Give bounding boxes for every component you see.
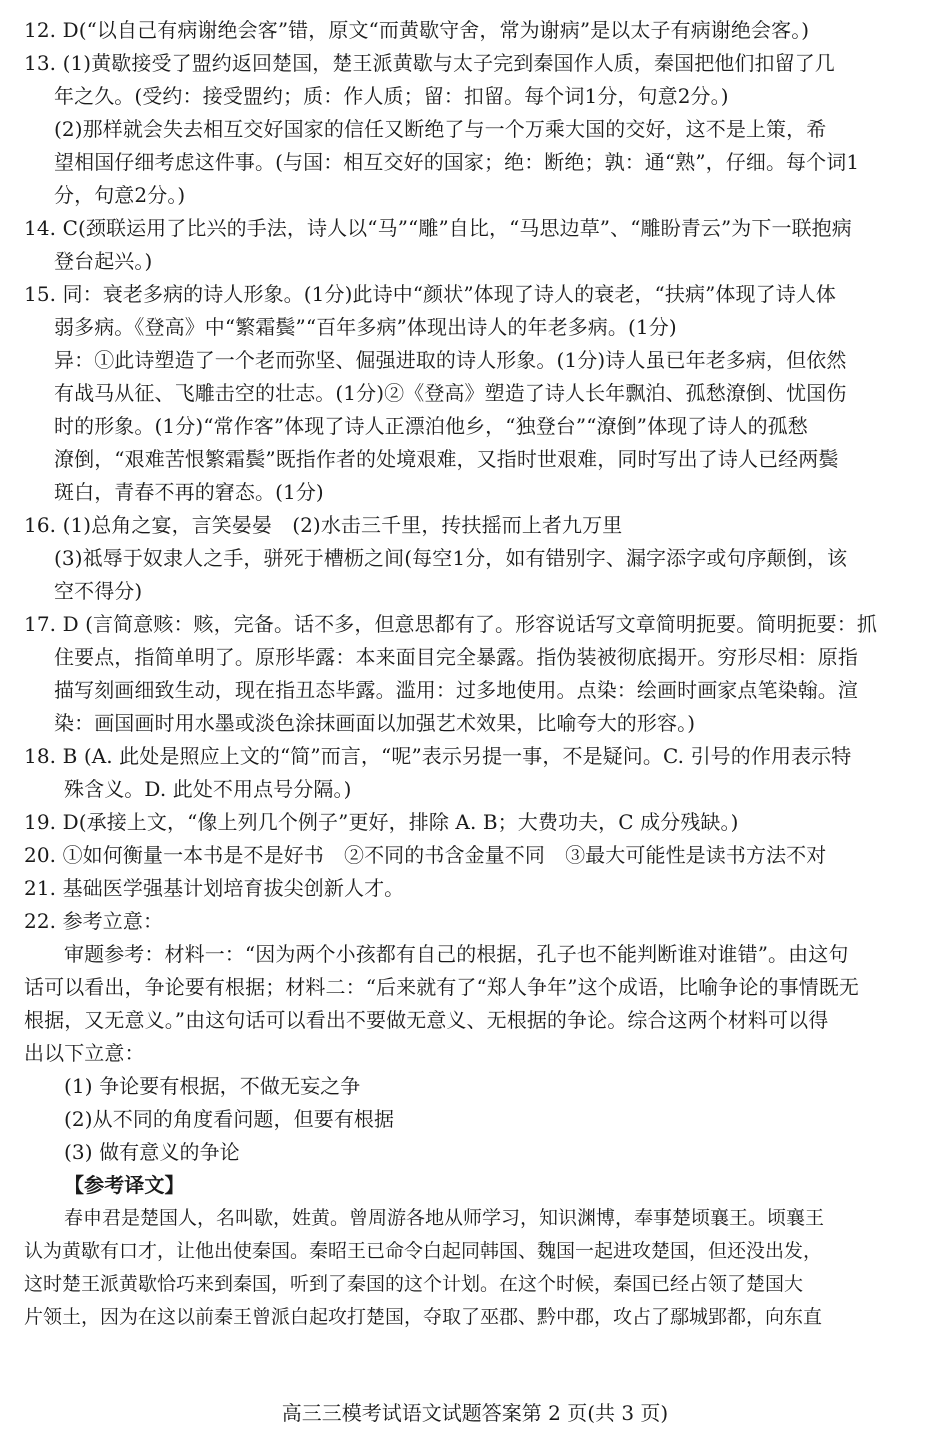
text-line: 分，句意2分。)	[54, 183, 186, 207]
text-line: (3)祗辱于奴隶人之手，骈死于槽枥之间(每空1分，如有错别字、漏字添字或句序颠倒，该	[54, 546, 848, 570]
answer-12	[24, 14, 926, 47]
text-line: 弱多病。《登高》中“繁霜鬓”“百年多病”体现出诗人的年老多病。(1分)	[54, 315, 677, 339]
answer-17	[24, 608, 926, 740]
answer-13	[24, 47, 926, 212]
text-line: 12. D(“以自己有病谢绝会客”错，原文“而黄歇守舍，常为谢病”是以太子有病谢绝会客。)	[24, 18, 810, 42]
text-line: 18. B (A. 此处是照应上文的“简”而言，“呢”表示另提一事，不是疑问。C. 引号的作用表示特	[24, 744, 852, 768]
text-line: 潦倒，“艰难苦恨繁霜鬓”既指作者的处境艰难，又指时世艰难，同时写出了诗人已经两鬓	[54, 447, 839, 471]
text-line: 17. D (言简意赅：赅，完备。话不多，但意思都有了。形容说话写文章简明扼要。简明扼要：抓	[24, 612, 877, 636]
answer-21	[24, 872, 926, 905]
text-line: 春申君是楚国人，名叫歇，姓黄。曾周游各地从师学习，知识渊博，奉事楚顷襄王。顷襄王	[64, 1207, 825, 1229]
text-line: 15. 同：衰老多病的诗人形象。(1分)此诗中“颜状”体现了诗人的衰老，“扶病”体现了诗人体	[24, 282, 836, 306]
text-line: 片领土，因为在这以前秦王曾派白起攻打楚国，夺取了巫郡、黔中郡，攻占了鄢城郢都，向东直	[24, 1306, 823, 1328]
text-line: 殊含义。D. 此处不用点号分隔。)	[64, 777, 352, 801]
text-line: 描写刻画细致生动，现在指丑态毕露。滥用：过多地使用。点染：绘画时画家点笔染翰。渲	[54, 678, 858, 702]
text-line: 16. (1)总角之宴，言笑晏晏 (2)水击三千里，抟扶摇而上者九万里	[24, 513, 623, 537]
text-line: 有战马从征、飞雕击空的壮志。(1分)②《登高》塑造了诗人长年飘泊、孤愁潦倒、忧国伤	[54, 381, 847, 405]
answer-19	[24, 806, 926, 839]
text-line: 14. C(颈联运用了比兴的手法，诗人以“马”“雕”自比，“马思边草”、“雕盼青云”为下一联抱病	[24, 216, 852, 240]
text-line: 望相国仔细考虑这件事。(与国：相互交好的国家；绝：断绝；孰：通“熟”，仔细。每个词1	[54, 150, 860, 174]
answer-15	[24, 278, 926, 509]
answer-16	[24, 509, 926, 608]
text-line: 19. D(承接上文，“像上列几个例子”更好，排除 A. B；大费功夫，C 成分残缺。)	[24, 810, 739, 834]
text-line: 13. (1)黄歇接受了盟约返回楚国，楚王派黄歇与太子完到秦国作人质，秦国把他们扣留了几	[24, 51, 835, 75]
translation-heading: 【参考译文】	[64, 1173, 185, 1197]
text-line: 染：画国画时用水墨或淡色涂抹画面以加强艺术效果，比喻夸大的形容。)	[54, 711, 696, 735]
text-line: 22. 参考立意：	[24, 909, 164, 933]
text-line: (1) 争论要有根据，不做无妄之争	[64, 1074, 361, 1098]
text-line: 根据，又无意义。”由这句话可以看出不要做无意义、无根据的争论。综合这两个材料可以得	[24, 1008, 829, 1032]
text-line: 登台起兴。)	[54, 249, 153, 273]
answer-14	[24, 212, 926, 278]
text-line: (3) 做有意义的争论	[64, 1140, 240, 1164]
text-line: 异：①此诗塑造了一个老而弥坚、倔强进取的诗人形象。(1分)诗人虽已年老多病，但依然	[54, 348, 847, 372]
text-line: 话可以看出，争论要有根据；材料二：“后来就有了“郑人争年”这个成语，比喻争论的事情既无	[24, 975, 859, 999]
text-line: (2)那样就会失去相互交好国家的信任又断绝了与一个万乘大国的交好，这不是上策，希	[54, 117, 827, 141]
text-line: 年之久。(受约：接受盟约；质：作人质；留：扣留。每个词1分，句意2分。)	[54, 84, 729, 108]
reference-translation	[24, 1169, 926, 1334]
text-line: 认为黄歇有口才，让他出使秦国。秦昭王已命令白起同韩国、魏国一起进攻楚国，但还没出发，	[24, 1240, 823, 1262]
text-line: 21. 基础医学强基计划培育拔尖创新人才。	[24, 876, 405, 900]
page-footer: 高三三模考试语文试题答案第 2 页(共 3 页)	[281, 1401, 669, 1425]
text-line: (2)从不同的角度看问题，但要有根据	[64, 1107, 395, 1131]
text-line: 这时楚王派黄歇恰巧来到秦国，听到了秦国的这个计划。在这个时候，秦国已经占领了楚国大	[24, 1273, 804, 1295]
text-line: 住要点，指简单明了。原形毕露：本来面目完全暴露。指伪装被彻底揭开。穷形尽相：原指	[54, 645, 858, 669]
answer-22	[24, 905, 926, 1169]
text-line: 出以下立意：	[24, 1041, 145, 1065]
text-line: 时的形象。(1分)“常作客”体现了诗人正漂泊他乡，“独登台”“潦倒”体现了诗人的孤愁	[54, 414, 808, 438]
answer-18	[24, 740, 926, 806]
answer-20	[24, 839, 926, 872]
text-line: 审题参考：材料一：“因为两个小孩都有自己的根据，孔子也不能判断谁对谁错”。由这句	[64, 942, 849, 966]
text-line: 斑白，青春不再的窘态。(1分)	[54, 480, 324, 504]
text-line: 20. ①如何衡量一本书是不是好书 ②不同的书含金量不同 ③最大可能性是读书方法不对	[24, 843, 827, 867]
text-line: 空不得分)	[54, 579, 143, 603]
